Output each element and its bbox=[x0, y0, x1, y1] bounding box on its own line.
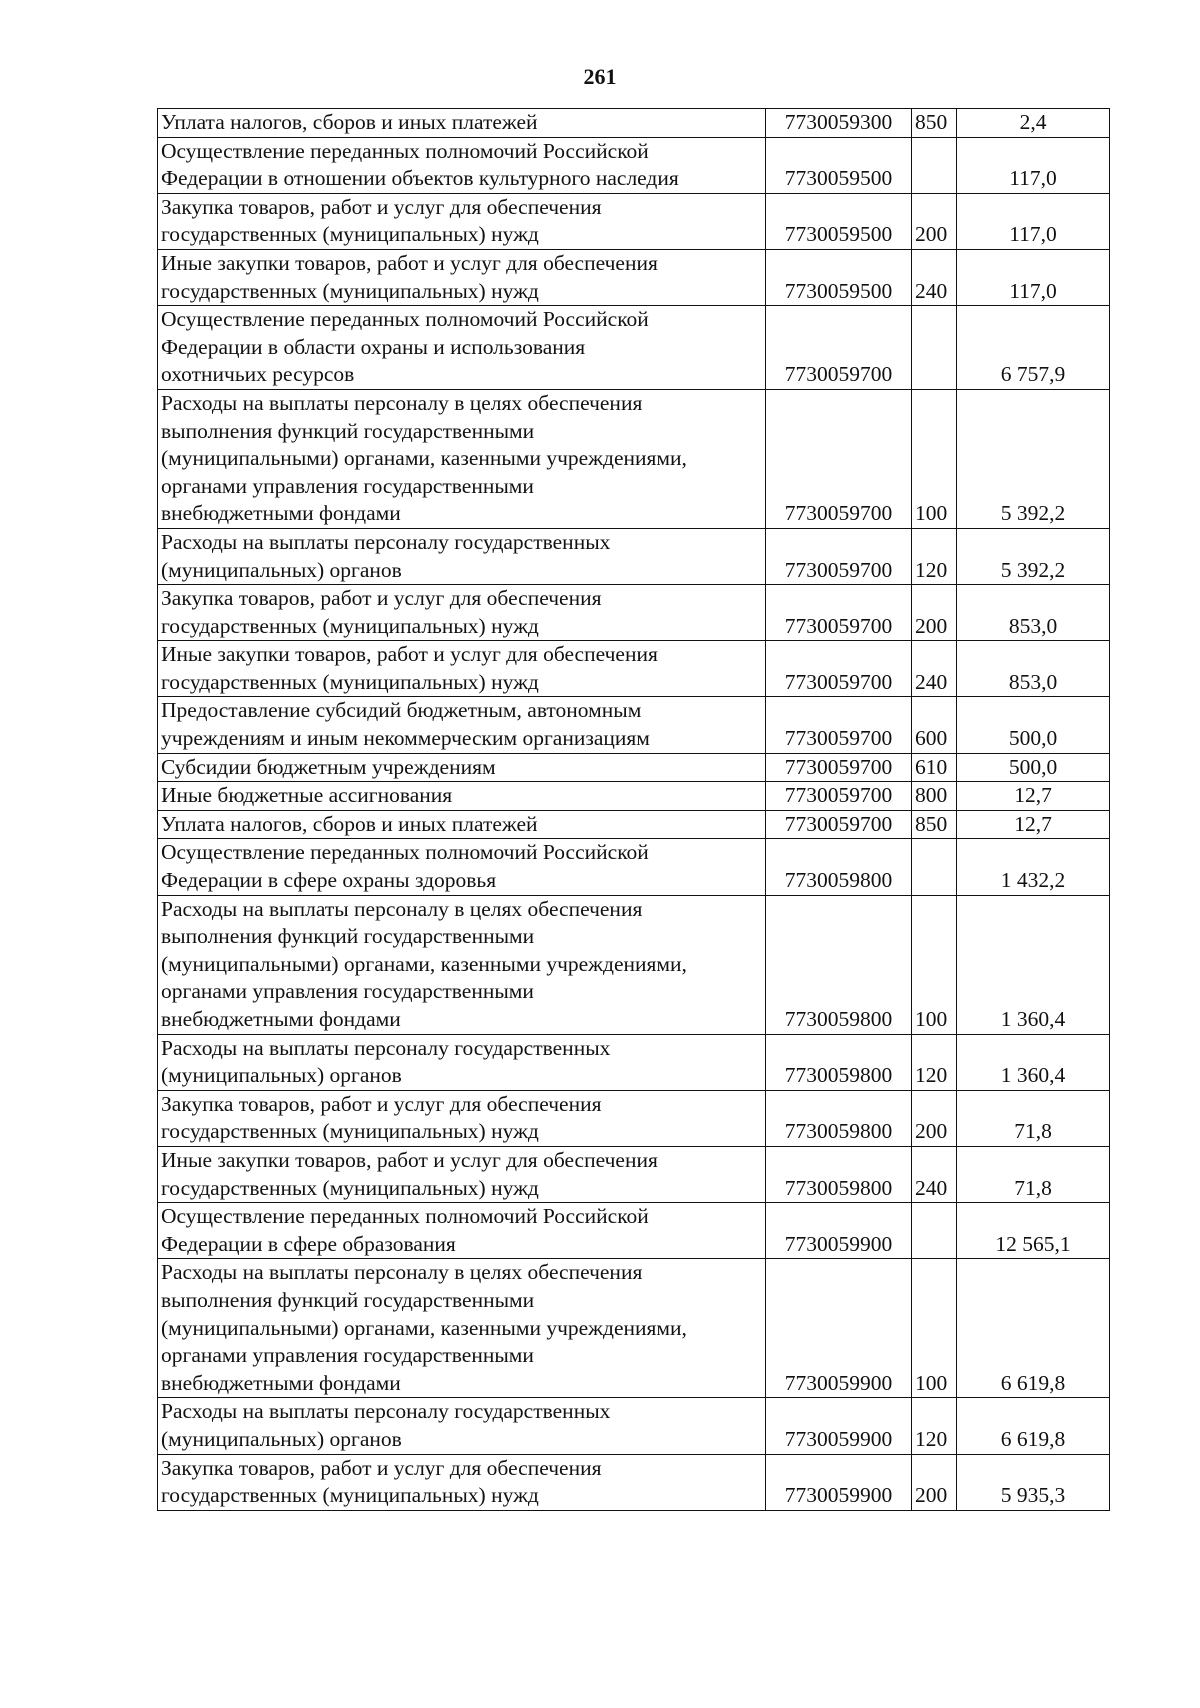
table-row bbox=[158, 1454, 1110, 1510]
table-row bbox=[158, 1259, 1110, 1398]
expense-type-cell bbox=[912, 839, 957, 895]
target-code-cell: 7730059800 bbox=[766, 1034, 912, 1090]
amount-cell: 12,7 bbox=[957, 782, 1110, 811]
expense-name-cell: Иные закупки товаров, работ и услуг для обеспечения государственных (муниципальных) нужд bbox=[158, 641, 766, 697]
expense-name-cell: Осуществление переданных полномочий Российской Федерации в сфере охраны здоровья bbox=[158, 839, 766, 895]
amount-cell: 1 360,4 bbox=[957, 895, 1110, 1034]
target-code-cell: 7730059700 bbox=[766, 585, 912, 641]
target-code-cell: 7730059800 bbox=[766, 1090, 912, 1146]
expense-type-cell: 600 bbox=[912, 697, 957, 753]
target-code-cell: 7730059900 bbox=[766, 1454, 912, 1510]
expense-type-cell: 120 bbox=[912, 528, 957, 584]
expense-name-cell: Расходы на выплаты персоналу государственных (муниципальных) органов bbox=[158, 1034, 766, 1090]
expense-type-cell: 120 bbox=[912, 1034, 957, 1090]
amount-cell: 5 935,3 bbox=[957, 1454, 1110, 1510]
amount-cell: 1 432,2 bbox=[957, 839, 1110, 895]
amount-cell: 5 392,2 bbox=[957, 389, 1110, 528]
target-code-cell: 7730059500 bbox=[766, 193, 912, 249]
target-code-cell: 7730059800 bbox=[766, 895, 912, 1034]
amount-cell: 6 757,9 bbox=[957, 306, 1110, 390]
target-code-cell: 7730059700 bbox=[766, 697, 912, 753]
expense-name-cell: Осуществление переданных полномочий Российской Федерации в сфере образования bbox=[158, 1203, 766, 1259]
target-code-cell: 7730059300 bbox=[766, 109, 912, 138]
expense-type-cell: 200 bbox=[912, 1090, 957, 1146]
expense-name-cell: Субсидии бюджетным учреждениям bbox=[158, 753, 766, 782]
table-row bbox=[158, 1090, 1110, 1146]
expense-name-cell: Предоставление субсидий бюджетным, автономным учреждениям и иным некоммерческим организациям bbox=[158, 697, 766, 753]
budget-table-body bbox=[158, 109, 1110, 1511]
expense-type-cell: 240 bbox=[912, 249, 957, 305]
table-row bbox=[158, 528, 1110, 584]
target-code-cell: 7730059700 bbox=[766, 753, 912, 782]
expense-type-cell: 850 bbox=[912, 109, 957, 138]
expense-type-cell: 120 bbox=[912, 1398, 957, 1454]
expense-type-cell bbox=[912, 137, 957, 193]
budget-table bbox=[157, 108, 1110, 1511]
table-row bbox=[158, 782, 1110, 811]
amount-cell: 71,8 bbox=[957, 1090, 1110, 1146]
target-code-cell: 7730059700 bbox=[766, 782, 912, 811]
expense-type-cell: 610 bbox=[912, 753, 957, 782]
table-row bbox=[158, 1398, 1110, 1454]
expense-name-cell: Уплата налогов, сборов и иных платежей bbox=[158, 810, 766, 839]
expense-type-cell: 100 bbox=[912, 895, 957, 1034]
expense-type-cell: 200 bbox=[912, 585, 957, 641]
table-row bbox=[158, 697, 1110, 753]
target-code-cell: 7730059700 bbox=[766, 389, 912, 528]
table-row bbox=[158, 839, 1110, 895]
table-row bbox=[158, 810, 1110, 839]
expense-name-cell: Расходы на выплаты персоналу в целях обеспечения выполнения функций государственными (муниципальными) органами, казенными учреждениями, органами управления государственными внебюджетными фондами bbox=[158, 1259, 766, 1398]
expense-name-cell: Иные закупки товаров, работ и услуг для обеспечения государственных (муниципальных) нужд bbox=[158, 249, 766, 305]
amount-cell: 500,0 bbox=[957, 753, 1110, 782]
expense-type-cell: 100 bbox=[912, 389, 957, 528]
table-row bbox=[158, 306, 1110, 390]
target-code-cell: 7730059500 bbox=[766, 137, 912, 193]
expense-name-cell: Расходы на выплаты персоналу в целях обеспечения выполнения функций государственными (муниципальными) органами, казенными учреждениями, органами управления государственными внебюджетными фондами bbox=[158, 389, 766, 528]
expense-name-cell: Расходы на выплаты персоналу государственных (муниципальных) органов bbox=[158, 1398, 766, 1454]
target-code-cell: 7730059700 bbox=[766, 641, 912, 697]
expense-type-cell: 200 bbox=[912, 193, 957, 249]
expense-name-cell: Осуществление переданных полномочий Российской Федерации в области охраны и использования охотничьих ресурсов bbox=[158, 306, 766, 390]
expense-name-cell: Уплата налогов, сборов и иных платежей bbox=[158, 109, 766, 138]
table-row bbox=[158, 193, 1110, 249]
target-code-cell: 7730059500 bbox=[766, 249, 912, 305]
amount-cell: 853,0 bbox=[957, 585, 1110, 641]
expense-name-cell: Осуществление переданных полномочий Российской Федерации в отношении объектов культурного наследия bbox=[158, 137, 766, 193]
expense-type-cell: 200 bbox=[912, 1454, 957, 1510]
table-row bbox=[158, 641, 1110, 697]
expense-name-cell: Закупка товаров, работ и услуг для обеспечения государственных (муниципальных) нужд bbox=[158, 585, 766, 641]
table-row bbox=[158, 1146, 1110, 1202]
expense-name-cell: Расходы на выплаты персоналу государственных (муниципальных) органов bbox=[158, 528, 766, 584]
table-row bbox=[158, 389, 1110, 528]
expense-type-cell: 240 bbox=[912, 641, 957, 697]
amount-cell: 117,0 bbox=[957, 193, 1110, 249]
table-row bbox=[158, 109, 1110, 138]
page-number: 261 bbox=[583, 64, 617, 89]
target-code-cell: 7730059900 bbox=[766, 1203, 912, 1259]
expense-type-cell bbox=[912, 306, 957, 390]
table-row bbox=[158, 585, 1110, 641]
expense-name-cell: Иные закупки товаров, работ и услуг для обеспечения государственных (муниципальных) нужд bbox=[158, 1146, 766, 1202]
table-row bbox=[158, 137, 1110, 193]
expense-type-cell: 240 bbox=[912, 1146, 957, 1202]
amount-cell: 853,0 bbox=[957, 641, 1110, 697]
expense-type-cell: 850 bbox=[912, 810, 957, 839]
target-code-cell: 7730059800 bbox=[766, 839, 912, 895]
amount-cell: 117,0 bbox=[957, 137, 1110, 193]
table-row bbox=[158, 249, 1110, 305]
expense-type-cell: 100 bbox=[912, 1259, 957, 1398]
expense-name-cell: Иные бюджетные ассигнования bbox=[158, 782, 766, 811]
amount-cell: 71,8 bbox=[957, 1146, 1110, 1202]
table-row bbox=[158, 895, 1110, 1034]
amount-cell: 500,0 bbox=[957, 697, 1110, 753]
amount-cell: 2,4 bbox=[957, 109, 1110, 138]
target-code-cell: 7730059900 bbox=[766, 1259, 912, 1398]
amount-cell: 6 619,8 bbox=[957, 1398, 1110, 1454]
target-code-cell: 7730059900 bbox=[766, 1398, 912, 1454]
amount-cell: 5 392,2 bbox=[957, 528, 1110, 584]
amount-cell: 12 565,1 bbox=[957, 1203, 1110, 1259]
target-code-cell: 7730059700 bbox=[766, 528, 912, 584]
table-row bbox=[158, 1203, 1110, 1259]
table-row bbox=[158, 753, 1110, 782]
amount-cell: 6 619,8 bbox=[957, 1259, 1110, 1398]
expense-name-cell: Закупка товаров, работ и услуг для обеспечения государственных (муниципальных) нужд bbox=[158, 1454, 766, 1510]
amount-cell: 1 360,4 bbox=[957, 1034, 1110, 1090]
table-row bbox=[158, 1034, 1110, 1090]
expense-name-cell: Закупка товаров, работ и услуг для обеспечения государственных (муниципальных) нужд bbox=[158, 1090, 766, 1146]
amount-cell: 12,7 bbox=[957, 810, 1110, 839]
target-code-cell: 7730059700 bbox=[766, 306, 912, 390]
expense-name-cell: Расходы на выплаты персоналу в целях обеспечения выполнения функций государственными (муниципальными) органами, казенными учреждениями, органами управления государственными внебюджетными фондами bbox=[158, 895, 766, 1034]
expense-name-cell: Закупка товаров, работ и услуг для обеспечения государственных (муниципальных) нужд bbox=[158, 193, 766, 249]
amount-cell: 117,0 bbox=[957, 249, 1110, 305]
expense-type-cell bbox=[912, 1203, 957, 1259]
target-code-cell: 7730059700 bbox=[766, 810, 912, 839]
target-code-cell: 7730059800 bbox=[766, 1146, 912, 1202]
expense-type-cell: 800 bbox=[912, 782, 957, 811]
